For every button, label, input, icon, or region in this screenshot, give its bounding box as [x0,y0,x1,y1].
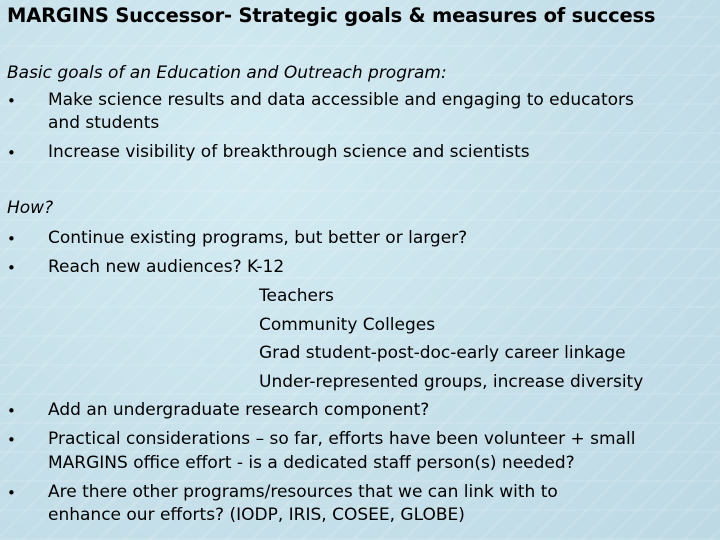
audience-item-teachers: Teachers [259,286,334,306]
section-heading-goals: Basic goals of an Education and Outreach program: [7,63,447,83]
audience-item-grad-linkage: Grad student-post-doc-early career linkage [259,343,626,363]
bullet-dot: • [7,402,16,420]
how-item-4-line-1: Practical considerations – so far, efforts have been volunteer + small [48,429,636,449]
how-item-5-line-1: Are there other programs/resources that we can link with to [48,482,558,502]
how-item-3: Add an undergraduate research component? [48,400,430,420]
bullet-dot: • [7,431,16,449]
audience-item-community-colleges: Community Colleges [259,315,436,335]
how-item-4-line-2: MARGINS office effort - is a dedicated staff person(s) needed? [48,453,575,473]
how-item-2: Reach new audiences? K-12 [48,257,285,277]
audience-item-diversity: Under-represented groups, increase diversity [259,372,644,392]
bullet-dot: • [7,259,16,277]
bullet-dot: • [7,230,16,248]
slide-title: MARGINS Successor- Strategic goals & measures of success [7,4,656,27]
how-item-5-line-2: enhance our efforts? (IODP, IRIS, COSEE, GLOBE) [48,505,465,525]
goal-item-1-line-2: and students [48,113,160,133]
bullet-dot: • [7,92,16,110]
goal-item-1-line-1: Make science results and data accessible and engaging to educators [48,90,634,110]
goal-item-2: Increase visibility of breakthrough science and scientists [48,142,530,162]
how-item-1: Continue existing programs, but better or larger? [48,228,468,248]
bullet-dot: • [7,484,16,502]
bullet-dot: • [7,144,16,162]
section-heading-how: How? [7,198,54,218]
